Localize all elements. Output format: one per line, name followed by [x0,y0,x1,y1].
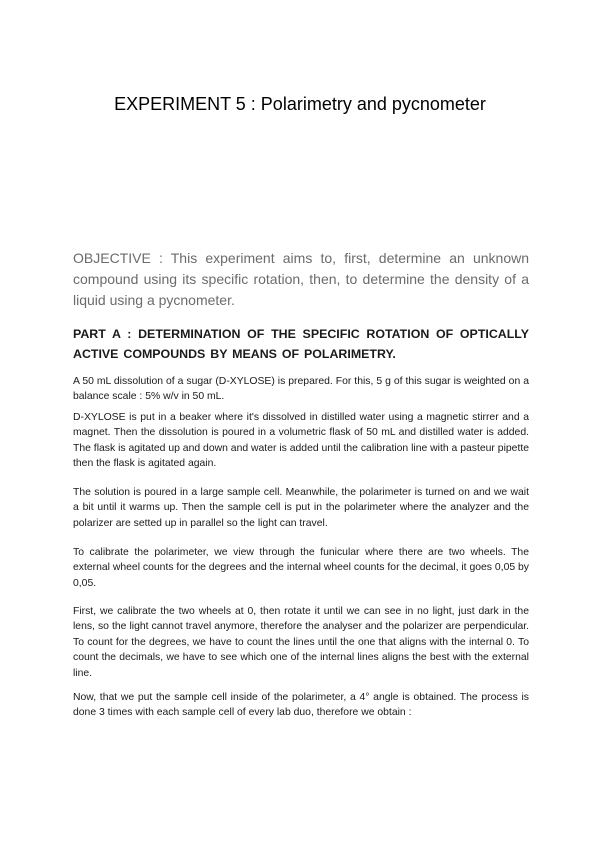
part-a-heading: PART A : DETERMINATION OF THE SPECIFIC ROTATION OF OPTICALLY ACTIVE COMPOUNDS BY MEANS OF POLARIMETRY. [73,327,529,361]
paragraph-sample-cell: The solution is poured in a large sample cell. Meanwhile, the polarimeter is turned on and we wait a bit until it warms up. Then the sample cell is put in the polarimeter where the analyzer and the polarizer are setted up in parallel so the light can travel. [73,487,529,529]
paragraph-results-intro: Now, that we put the sample cell inside of the polarimeter, a 4° angle is obtained. The process is done 3 times with each sample cell of every lab duo, therefore we obtain : [73,692,529,719]
paragraph-sugar-preparation: A 50 mL dissolution of a sugar (D-XYLOSE) is prepared. For this, 5 g of this sugar is weighted on a balance scale : 5% w/v in 50 mL. [73,376,529,403]
paragraph-calibration: To calibrate the polarimeter, we view through the funicular where there are two wheels. The external wheel counts for the degrees and the internal wheel counts for the decimal, it goes 0,05 by 0,05. [73,547,529,589]
paragraph-wheel-reading: First, we calibrate the two wheels at 0, then rotate it until we can see in no light, just dark in the lens, so the light cannot travel anymore, therefore the analyser and the polarizer are perpendicular. To count for the degrees, we have to count the lines until the one that aligns with the internal 0. To count the decimals, we have to see which one of the internal lines aligns the best with the external line. [73,606,529,679]
objective-paragraph: OBJECTIVE : This experiment aims to, first, determine an unknown compound using its specific rotation, then, to determine the density of a liquid using a pycnometer. [73,250,529,308]
paragraph-dissolution: D-XYLOSE is put in a beaker where it's dissolved in distilled water using a magnetic stirrer and a magnet. Then the dissolution is poured in a volumetric flask of 50 mL and distilled water is added. The flask is agitated up and down and water is added until the calibration line with a pasteur pipette then the flask is agitated again. [73,412,529,470]
page-title: EXPERIMENT 5 : Polarimetry and pycnometer [114,94,486,114]
